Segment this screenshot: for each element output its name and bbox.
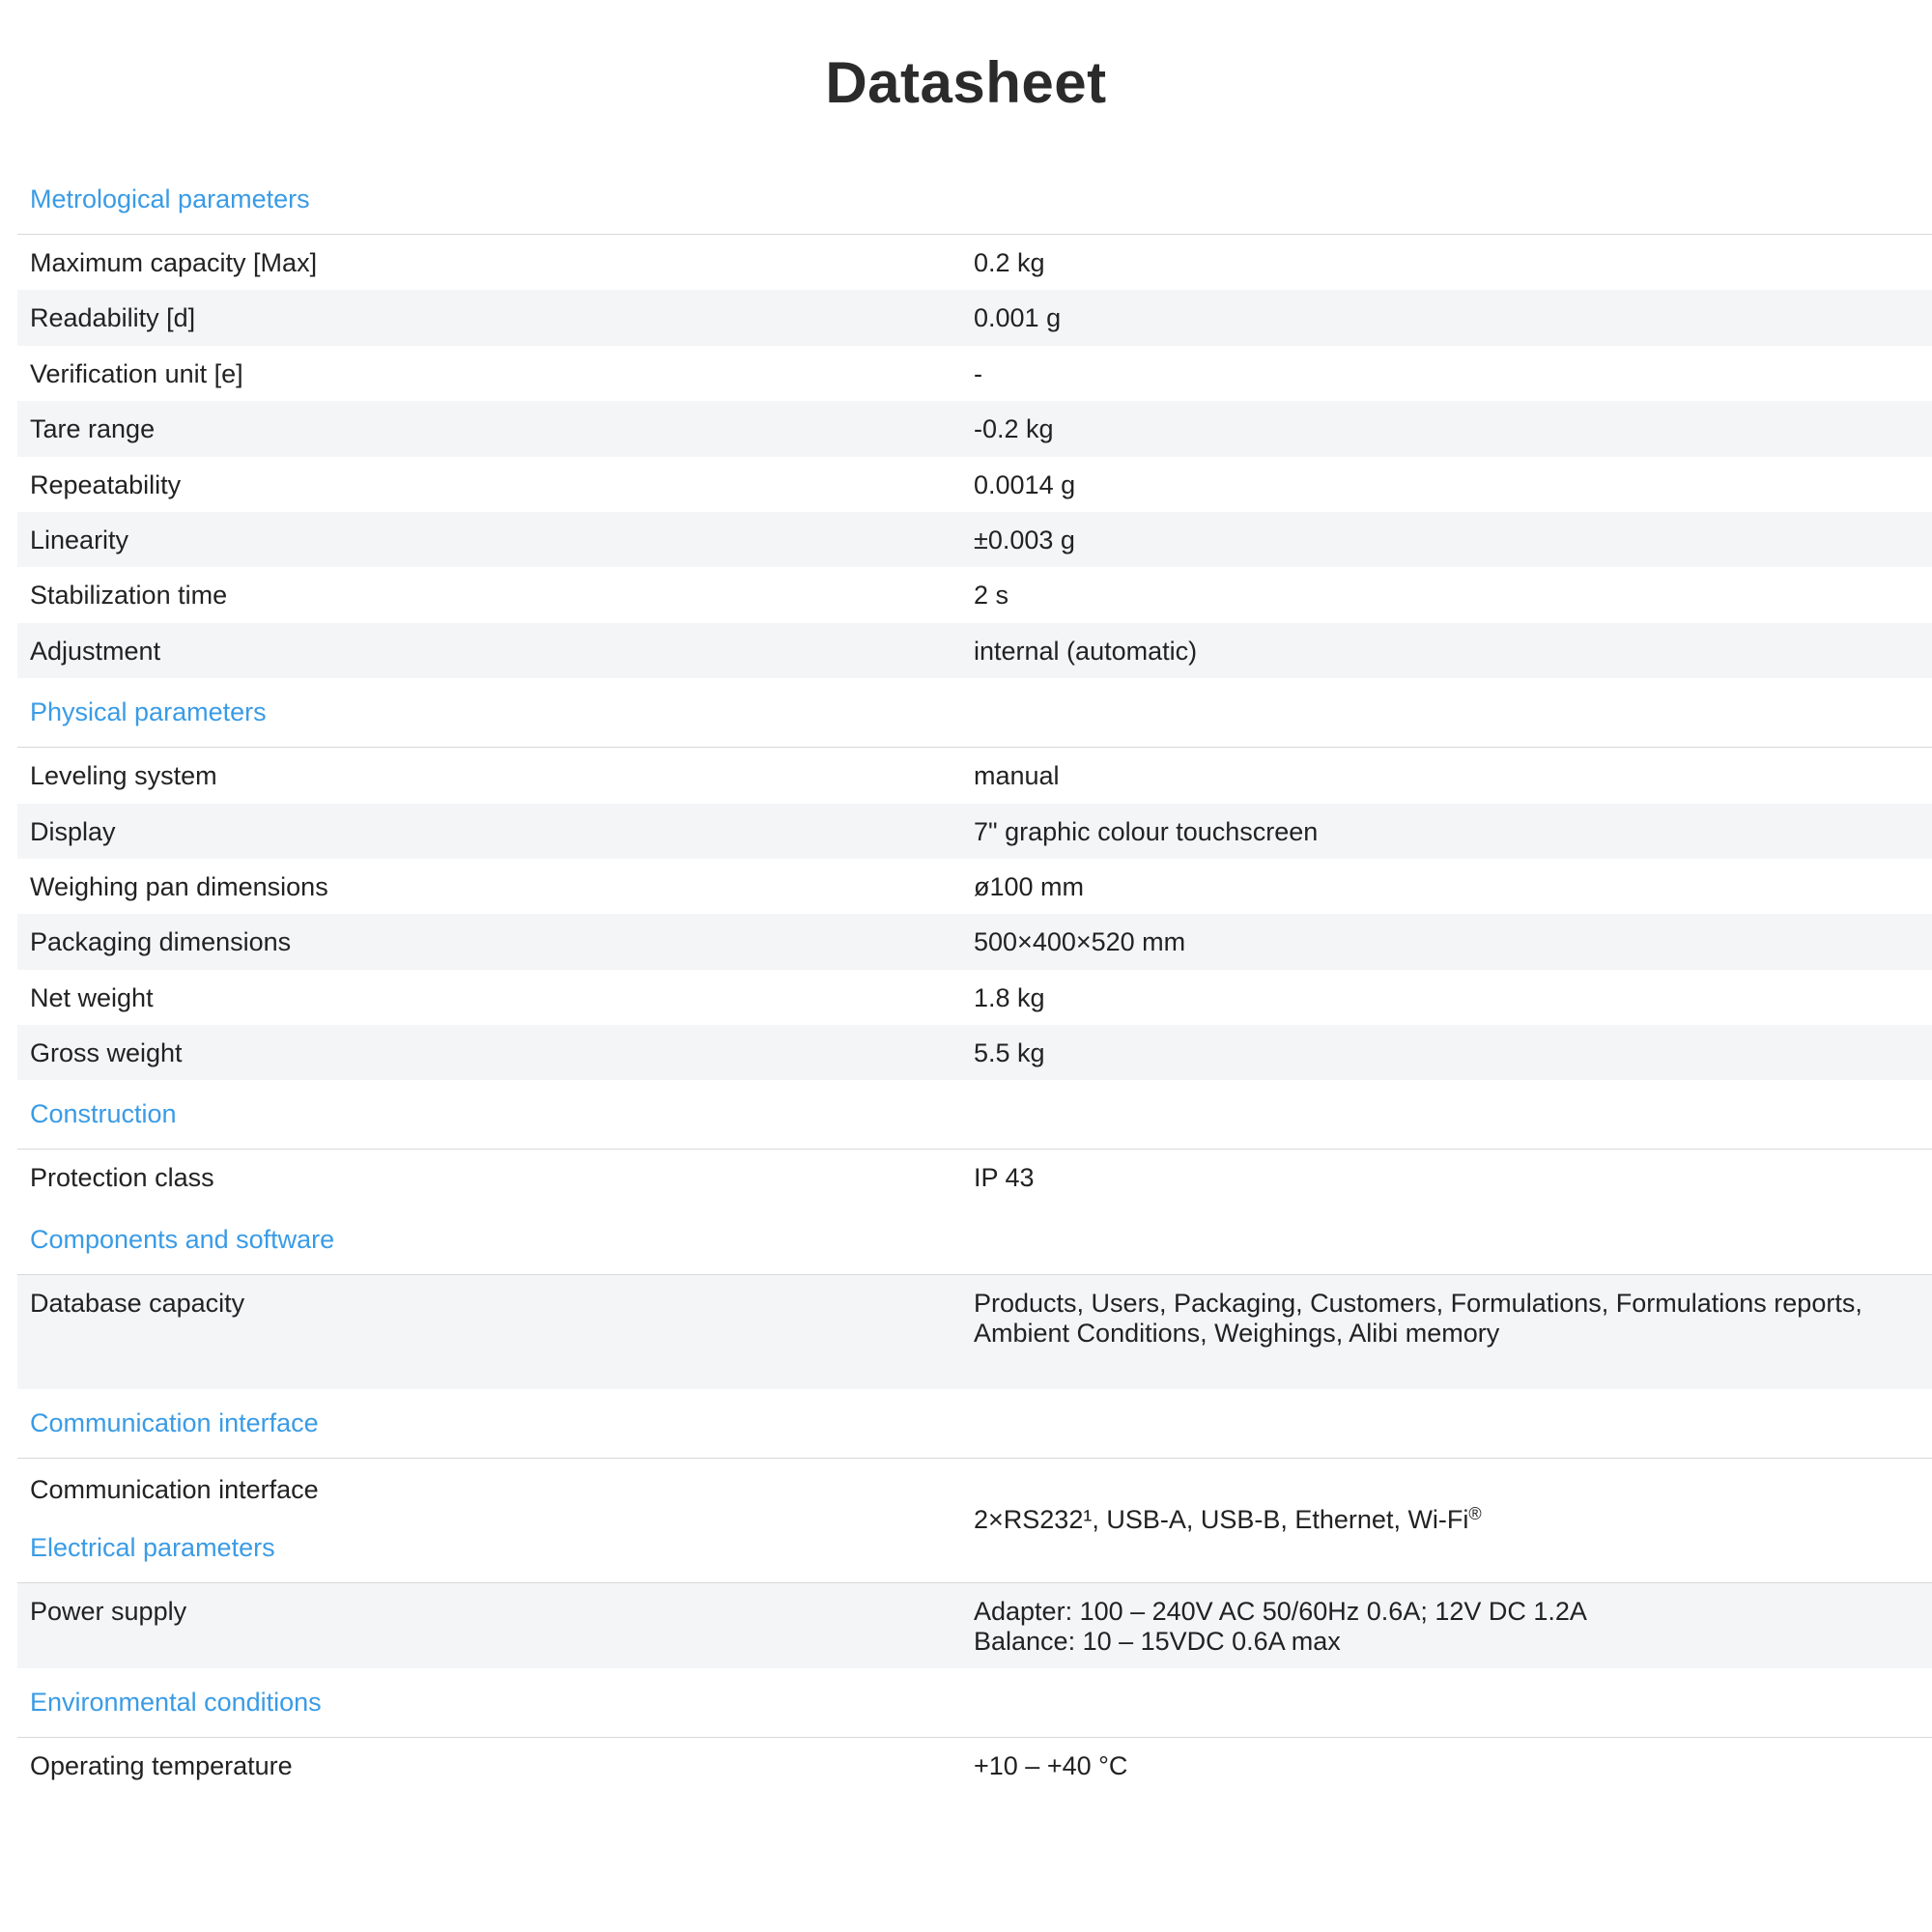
row-label: Gross weight xyxy=(30,1038,183,1068)
row-label: Display xyxy=(30,816,116,846)
row-value xyxy=(974,1475,1932,1535)
table-row xyxy=(17,457,1932,512)
row-label: Maximum capacity [Max] xyxy=(30,248,318,277)
table-row xyxy=(17,1150,1932,1205)
row-value: 1.8 kg xyxy=(974,982,1045,1012)
row-label: Communication interface xyxy=(30,1474,319,1504)
section-heading-environmental: Environmental conditions xyxy=(17,1668,1932,1738)
table-row xyxy=(17,1583,1932,1668)
table-row xyxy=(17,1025,1932,1080)
table-row xyxy=(17,748,1932,803)
row-label: Adjustment xyxy=(30,636,161,666)
row-label: Protection class xyxy=(30,1163,214,1193)
datasheet-page xyxy=(17,0,1932,1794)
row-label: Stabilization time xyxy=(30,581,228,611)
registered-trademark-mark: ® xyxy=(1468,1503,1482,1523)
row-label: Net weight xyxy=(30,982,154,1012)
table-row xyxy=(17,401,1932,456)
row-value: Adapter: 100 – 240V AC 50/60Hz 0.6A; 12V DC 1.2A Balance: 10 – 15VDC 0.6A max xyxy=(974,1597,1587,1657)
table-row xyxy=(17,1459,1932,1534)
table-row xyxy=(17,914,1932,969)
section-heading-construction: Construction xyxy=(17,1080,1932,1150)
row-value: - xyxy=(974,358,982,388)
table-row xyxy=(17,346,1932,401)
row-value: ±0.003 g xyxy=(974,525,1075,554)
row-value: 5.5 kg xyxy=(974,1038,1045,1068)
table-row xyxy=(17,567,1932,622)
row-label: Verification unit [e] xyxy=(30,358,243,388)
row-value-text: 2×RS232¹, USB-A, USB-B, Ethernet, Wi-Fi xyxy=(974,1504,1469,1534)
row-value: 0.001 g xyxy=(974,303,1062,333)
section-heading-components: Components and software xyxy=(17,1206,1932,1275)
row-value: 7" graphic colour touchscreen xyxy=(974,816,1319,846)
row-value: 500×400×520 mm xyxy=(974,927,1186,957)
row-label: Readability [d] xyxy=(30,303,196,333)
row-label: Leveling system xyxy=(30,761,217,791)
row-value: -0.2 kg xyxy=(974,414,1054,444)
table-row xyxy=(17,235,1932,290)
row-value: IP 43 xyxy=(974,1163,1035,1193)
row-label: Linearity xyxy=(30,525,129,554)
row-label: Packaging dimensions xyxy=(30,927,292,957)
table-row xyxy=(17,804,1932,859)
page-title: Datasheet xyxy=(825,50,1107,115)
section-heading-metrological: Metrological parameters xyxy=(17,165,1932,235)
row-value: ø100 mm xyxy=(974,871,1085,901)
row-label: Power supply xyxy=(30,1597,187,1627)
row-value: 0.2 kg xyxy=(974,248,1045,277)
row-value: 2 s xyxy=(974,581,1009,611)
row-label: Repeatability xyxy=(30,469,182,499)
row-label: Weighing pan dimensions xyxy=(30,871,328,901)
section-heading-physical: Physical parameters xyxy=(17,678,1932,748)
row-value: Products, Users, Packaging, Customers, Formulations, Formulations reports, Ambient Conditions, Weighings, Alibi memory xyxy=(974,1288,1862,1348)
table-row xyxy=(17,1275,1932,1389)
row-value: 0.0014 g xyxy=(974,469,1076,499)
row-value: internal (automatic) xyxy=(974,636,1198,666)
row-label: Database capacity xyxy=(30,1288,245,1318)
table-row xyxy=(17,859,1932,914)
section-heading-communication: Communication interface xyxy=(17,1389,1932,1459)
table-row xyxy=(17,290,1932,345)
section-heading-electrical: Electrical parameters xyxy=(17,1514,1932,1583)
row-value: manual xyxy=(974,761,1060,791)
table-row xyxy=(17,1738,1932,1793)
table-row xyxy=(17,512,1932,567)
row-label: Tare range xyxy=(30,414,156,444)
table-row xyxy=(17,623,1932,678)
table-row xyxy=(17,970,1932,1025)
row-value: +10 – +40 °C xyxy=(974,1751,1128,1781)
row-label: Operating temperature xyxy=(30,1751,293,1781)
